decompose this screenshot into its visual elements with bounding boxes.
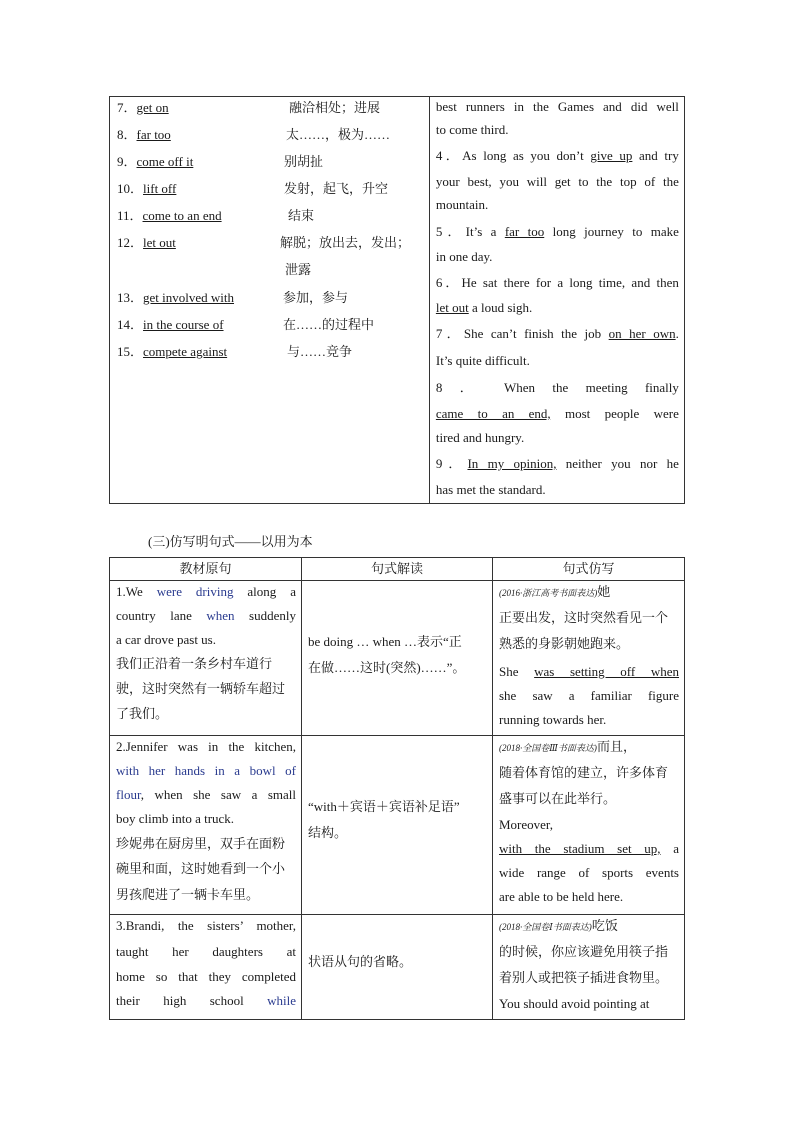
text-line: 着别人或把筷子插进食物里。 [499, 970, 669, 985]
vocab-item: 9．come off it 别胡扯 [117, 154, 324, 169]
text-line: 在做……这时(突然)……”。 [308, 660, 466, 675]
sentence-line: let out a loud sigh. [435, 300, 533, 315]
sentence-line: 9．In my opinion, neither you nor he [435, 456, 679, 471]
imitation-cell [493, 915, 685, 1020]
text-line: are able to be held here. [499, 889, 624, 904]
vocab-item: 8．far too 太……，极为…… [117, 127, 391, 142]
text-line: with her hands in a bowl of [116, 763, 296, 778]
text-line: 驶，这时突然有一辆轿车超过 [116, 681, 286, 696]
vocab-item: 14．in the course of 在……的过程中 [117, 317, 375, 332]
phrase-list-cell: 7．get on 融洽相处；进展 8．far too 太……，极为…… 9．come off it 别胡扯 10．lift off 发射，起飞，升空 11．come to an end 结束 12．let out 解脱；放出去，发出； 泄露 13．get involved with 参加，参与 14．in the course of 在……的过程中 15．compete against 与……竞争 [110, 97, 430, 504]
text-line: flour, when she saw a small [116, 787, 296, 802]
text-line: home so that they completed [116, 969, 296, 984]
text-line: 熟悉的身影朝她跑来。 [499, 636, 630, 651]
vocab-item: 7．get on 融洽相处；进展 [117, 100, 381, 115]
text-line: be doing … when …表示“正 [308, 634, 462, 649]
text-line: running towards her. [499, 712, 607, 727]
sentence-line: in one day. [435, 249, 493, 264]
text-line: (2016·浙江高考书面表达)她 [499, 584, 611, 599]
text-line: boy climb into a truck. [116, 811, 235, 826]
text-line: “with＋宾语＋宾语补足语” [308, 799, 460, 814]
vocabulary-table [109, 96, 685, 504]
sentence-line: best runners in the Games and did well [435, 99, 679, 114]
text-line: 的时候，你应该避免用筷子指 [499, 944, 669, 959]
text-line: 2.Jennifer was in the kitchen, [116, 739, 296, 754]
text-line: (2018·全国卷Ⅲ书面表达)而且， [499, 739, 636, 754]
sentence-line: your best, you will get to the top of the [435, 174, 679, 189]
sentence-line: mountain. [435, 197, 489, 212]
original-sentence-cell [110, 915, 302, 1020]
sentence-pattern-table [109, 557, 685, 1020]
imitation-cell [493, 736, 685, 915]
text-line: She was setting off when [499, 664, 680, 679]
text-line: Moreover, [499, 817, 553, 832]
sentence-line: came to an end, most people were [435, 406, 679, 421]
imitation-cell [493, 581, 685, 736]
text-line: 盛事可以在此举行。 [499, 791, 617, 806]
sentence-line: 4．As long as you don’t give up and try [435, 148, 679, 163]
text-line: 随着体育馆的建立，许多体育 [499, 765, 669, 780]
text-line: 了我们。 [116, 706, 169, 721]
text-line: 我们正沿着一条乡村车道行 [116, 656, 273, 671]
text-line: with the stadium set up, a [499, 841, 679, 856]
sentence-line: 6．He sat there for a long time, and then [435, 275, 679, 290]
original-sentence-cell [110, 736, 302, 915]
text-line: 正要出发，这时突然看见一个 [499, 610, 669, 625]
vocab-item: 10．lift off 发射，起飞，升空 [117, 181, 389, 196]
text-line: a car drove past us. [116, 632, 216, 647]
sentence-line: has met the standard. [435, 482, 546, 497]
header-original: 教材原句 [110, 558, 302, 581]
text-line: You should avoid pointing at [499, 996, 650, 1011]
vocab-item: 12．let out 解脱；放出去，发出； [117, 235, 411, 250]
text-line: 碗里和面，这时她看到一个小 [116, 861, 286, 876]
sentence-line: 8 ． When the meeting finally [435, 380, 679, 395]
text-line: 状语从句的省略。 [308, 954, 413, 969]
analysis-cell [302, 581, 493, 736]
text-line: taught her daughters at [116, 944, 296, 959]
text-line: their high school while [116, 993, 296, 1008]
text-line: (2018·全国卷Ⅰ书面表达)吃饭 [499, 918, 618, 933]
text-line: 3.Brandi, the sisters’ mother, [116, 918, 296, 933]
sentence-line: It’s quite difficult. [435, 353, 530, 368]
sentence-line: to come third. [435, 122, 509, 137]
analysis-cell [302, 736, 493, 915]
text-line: wide range of sports events [499, 865, 679, 880]
text-line: 珍妮弗在厨房里，双手在面粉 [116, 836, 286, 851]
sentence-line: 5．It’s a far too long journey to make [435, 224, 679, 239]
sentence-list-cell [429, 97, 684, 504]
vocab-item: 15．compete against 与……竞争 [117, 344, 353, 359]
section-title: (三)仿写明句式——以用为本 [148, 534, 313, 549]
text-line: she saw a familiar figure [499, 688, 679, 703]
header-analysis: 句式解读 [302, 558, 493, 581]
vocab-item: 11．come to an end 结束 [117, 208, 315, 223]
original-sentence-cell [110, 581, 302, 736]
analysis-cell [302, 915, 493, 1020]
header-imitation: 句式仿写 [493, 558, 685, 581]
text-line: 1.We were driving along a [116, 584, 297, 599]
text-line: 男孩爬进了一辆卡车里。 [116, 887, 260, 902]
text-line: country lane when suddenly [116, 608, 296, 623]
sentence-line: 7．She can’t finish the job on her own. [435, 326, 679, 341]
vocab-item: 13．get involved with 参加，参与 [117, 290, 349, 305]
text-line: 结构。 [308, 825, 348, 840]
sentence-line: tired and hungry. [435, 430, 525, 445]
